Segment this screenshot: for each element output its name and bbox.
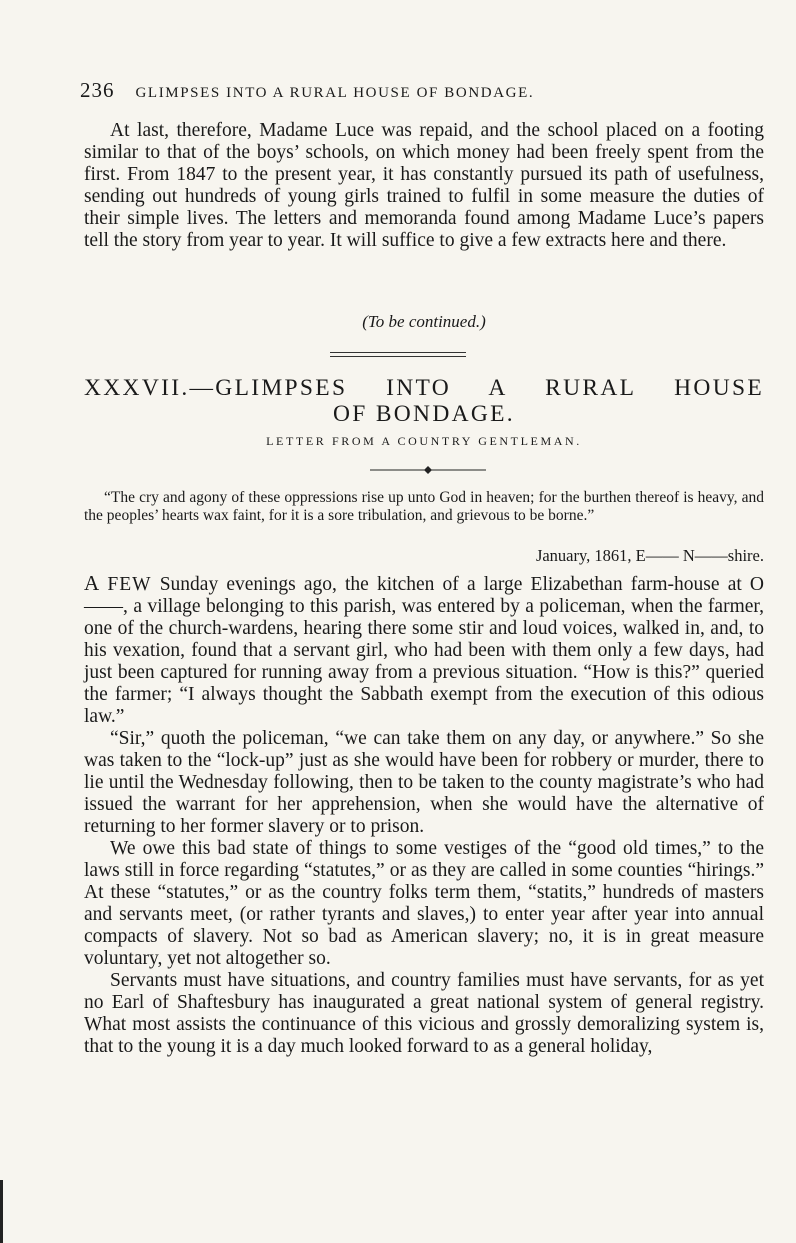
page-number: 236	[80, 78, 115, 102]
intro-text	[84, 120, 764, 252]
paragraph-1	[84, 572, 764, 728]
to-be-continued: (To be continued.)	[362, 312, 486, 331]
paragraph-4: Servants must have situations, and country families must have servants, for as yet no Earl of Shaftesbury has inaugurated a great national system of general registry. What most assists the continuance of this vicious and grossly demoralizing system is, that to the young it is a day much looked forward to as a general holiday,	[84, 970, 764, 1057]
intro-paragraph: At last, therefore, Madame Luce was repaid, and the school placed on a footing similar to that of the boys’ schools, on which money had been freely spent from the first. From 1847 to the present year, it has constantly pursued its path of usefulness, sending out hundreds of young girls trained to fulfil in some measure the duties of their simple lives. The letters and memoranda found among Madame Luce’s papers tell the story from year to year. It will suffice to give a few extracts here and there.	[84, 120, 764, 251]
paragraph-1-text: Sunday evenings ago, the kitchen of a large Elizabethan farm-house at O——, a village belonging to this parish, was entered by a policeman, when the farmer, one of the church-wardens, hearing there some stir and loud voices, walked in, and, to his vexation, found that a servant girl, who had been with them only a few days, had just been captured for running away from a previous situation. “How is this?” queried the farmer; “I always thought the Sabbath exempt from the execution of this odious law.”	[84, 574, 765, 727]
running-head	[80, 78, 770, 103]
article-subtitle: LETTER FROM A COUNTRY GENTLEMAN.	[266, 434, 582, 448]
section-divider-top	[330, 352, 466, 353]
opening-small-caps: FEW	[107, 574, 152, 595]
article-body	[84, 572, 764, 1058]
opening-initial: A	[84, 571, 100, 595]
dateline: January, 1861, E—— N——shire.	[535, 546, 764, 565]
page-edge-shadow	[0, 1180, 3, 1243]
section-divider-bottom	[330, 356, 466, 357]
article-title-line-1: XXXVII.—GLIMPSES INTO A RURAL HOUSE	[84, 375, 764, 401]
paragraph-3: We owe this bad state of things to some vestiges of the “good old times,” to the laws still in force regarding “statutes,” or as they are called in some counties “hirings.” At these “statutes,” or as the country folks term them, “statits,” hundreds of masters and servants meet, (or rather tyrants and slaves,) to enter year after year into annual compacts of slavery. Not so bad as American slavery; no, it is in great measure voluntary, yet not altogether so.	[84, 838, 764, 969]
running-title: GLIMPSES INTO A RURAL HOUSE OF BONDAGE.	[135, 85, 535, 101]
paragraph-2: “Sir,” quoth the policeman, “we can take them on any day, or anywhere.” So she was taken to the “lock-up” just as she would have been for robbery or murder, there to lie until the Wednesday following, then to be taken to the county magistrate’s who had issued the warrant for her apprehension, when she would have the alternative of returning to her former slavery or to prison.	[84, 728, 764, 837]
epigraph-text: “The cry and agony of these oppressions rise up unto God in heaven; for the burthen thereof is heavy, and the peoples’ hearts wax faint, for it is a sore tribulation, and grievous to be borne.”	[84, 489, 764, 524]
epigraph	[84, 489, 764, 525]
diamond-rule-ornament	[370, 465, 486, 475]
article-title	[84, 375, 764, 427]
article-title-line-2: OF BONDAGE.	[333, 401, 515, 427]
